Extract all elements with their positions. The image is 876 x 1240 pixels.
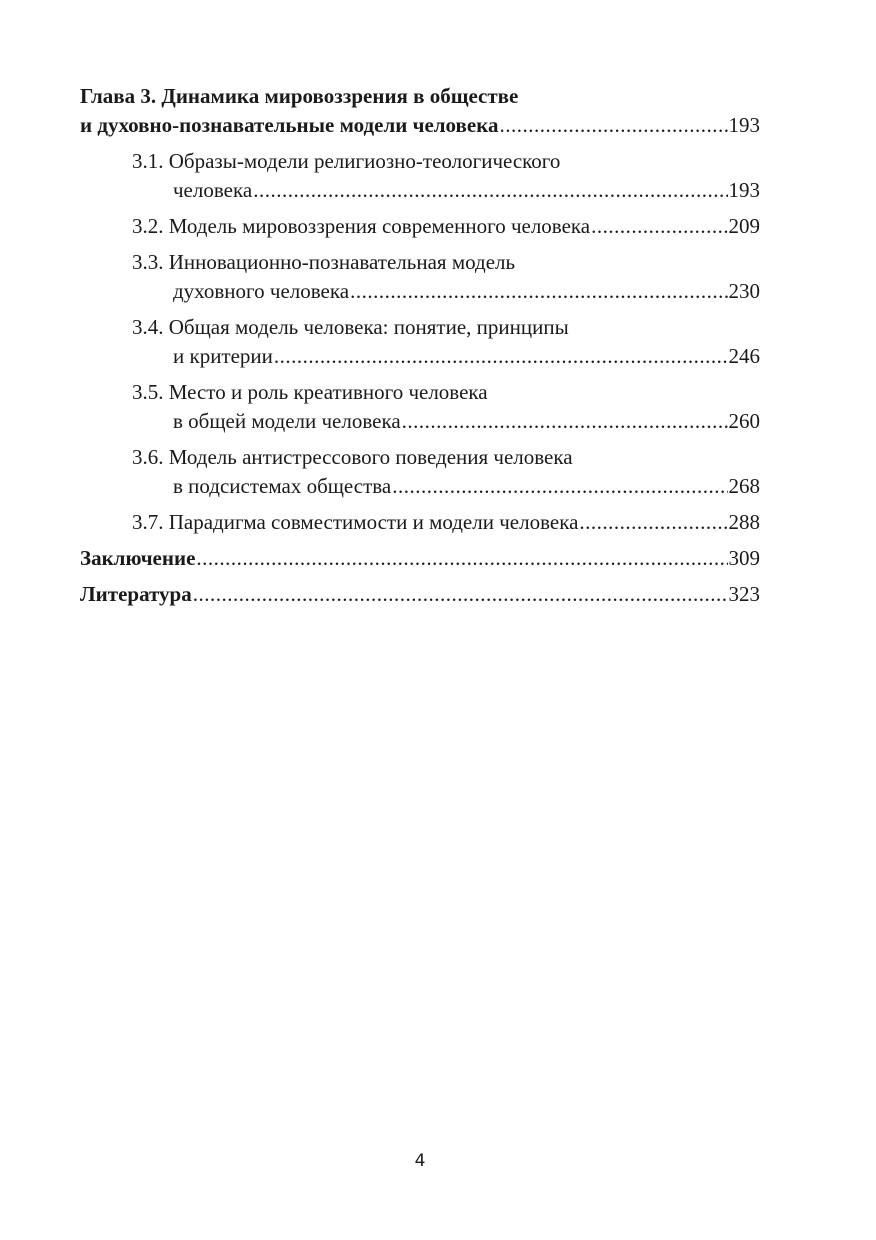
section-title-line2: и критерии bbox=[173, 344, 273, 368]
section-page-number: 288 bbox=[728, 510, 760, 534]
dot-leader bbox=[499, 111, 727, 140]
section-page-number: 260 bbox=[728, 409, 760, 433]
toc-section-3-2[interactable] bbox=[80, 212, 760, 241]
page-number: 4 bbox=[414, 1151, 426, 1171]
section-page-number: 268 bbox=[728, 474, 760, 498]
dot-leader bbox=[392, 472, 727, 501]
toc-section-3-3[interactable] bbox=[80, 248, 760, 306]
literature-title: Литература bbox=[80, 582, 192, 606]
section-page-number: 193 bbox=[728, 178, 760, 202]
dot-leader bbox=[350, 277, 727, 306]
section-title-line2: человека bbox=[173, 178, 253, 202]
conclusion-title: Заключение bbox=[80, 546, 196, 570]
toc-section-3-6[interactable] bbox=[80, 443, 760, 501]
section-title-line1: 3.3. Инновационно-познавательная модель bbox=[132, 250, 516, 274]
toc-section-3-5[interactable] bbox=[80, 378, 760, 436]
section-page-number: 209 bbox=[728, 214, 760, 238]
section-title-line1: 3.7. Парадигма совместимости и модели человека bbox=[132, 510, 579, 534]
dot-leader bbox=[579, 508, 727, 537]
section-title-line1: 3.4. Общая модель человека: понятие, принципы bbox=[132, 315, 569, 339]
toc-section-3-1[interactable] bbox=[80, 147, 760, 205]
conclusion-page-number: 309 bbox=[728, 546, 760, 570]
dot-leader bbox=[196, 544, 727, 573]
dot-leader bbox=[402, 407, 728, 436]
section-title-line2: в подсистемах общества bbox=[173, 474, 392, 498]
chapter-page-number: 193 bbox=[728, 113, 760, 137]
section-page-number: 246 bbox=[728, 344, 760, 368]
dot-leader bbox=[193, 580, 728, 609]
section-title-line1: 3.1. Образы-модели религиозно-теологического bbox=[132, 149, 561, 173]
section-title-line2: духовного человека bbox=[173, 279, 350, 303]
section-title-line2: в общей модели человека bbox=[173, 409, 401, 433]
literature-page-number: 323 bbox=[728, 582, 760, 606]
section-title-line1: 3.2. Модель мировоззрения современного человека bbox=[132, 214, 591, 238]
section-page-number: 230 bbox=[728, 279, 760, 303]
dot-leader bbox=[253, 176, 727, 205]
chapter-title-line2: и духовно-познавательные модели человека bbox=[80, 113, 499, 137]
section-title-line1: 3.6. Модель антистрессового поведения человека bbox=[132, 445, 573, 469]
dot-leader bbox=[591, 212, 727, 241]
toc-conclusion[interactable] bbox=[80, 544, 760, 573]
toc-chapter-3[interactable] bbox=[80, 82, 760, 140]
toc-section-3-7[interactable] bbox=[80, 508, 760, 537]
table-of-contents bbox=[80, 82, 760, 609]
dot-leader bbox=[274, 342, 728, 371]
section-title-line1: 3.5. Место и роль креативного человека bbox=[132, 380, 488, 404]
toc-literature[interactable] bbox=[80, 580, 760, 609]
toc-section-3-4[interactable] bbox=[80, 313, 760, 371]
chapter-title-line1: Глава 3. Динамика мировоззрения в обществе bbox=[80, 84, 519, 108]
